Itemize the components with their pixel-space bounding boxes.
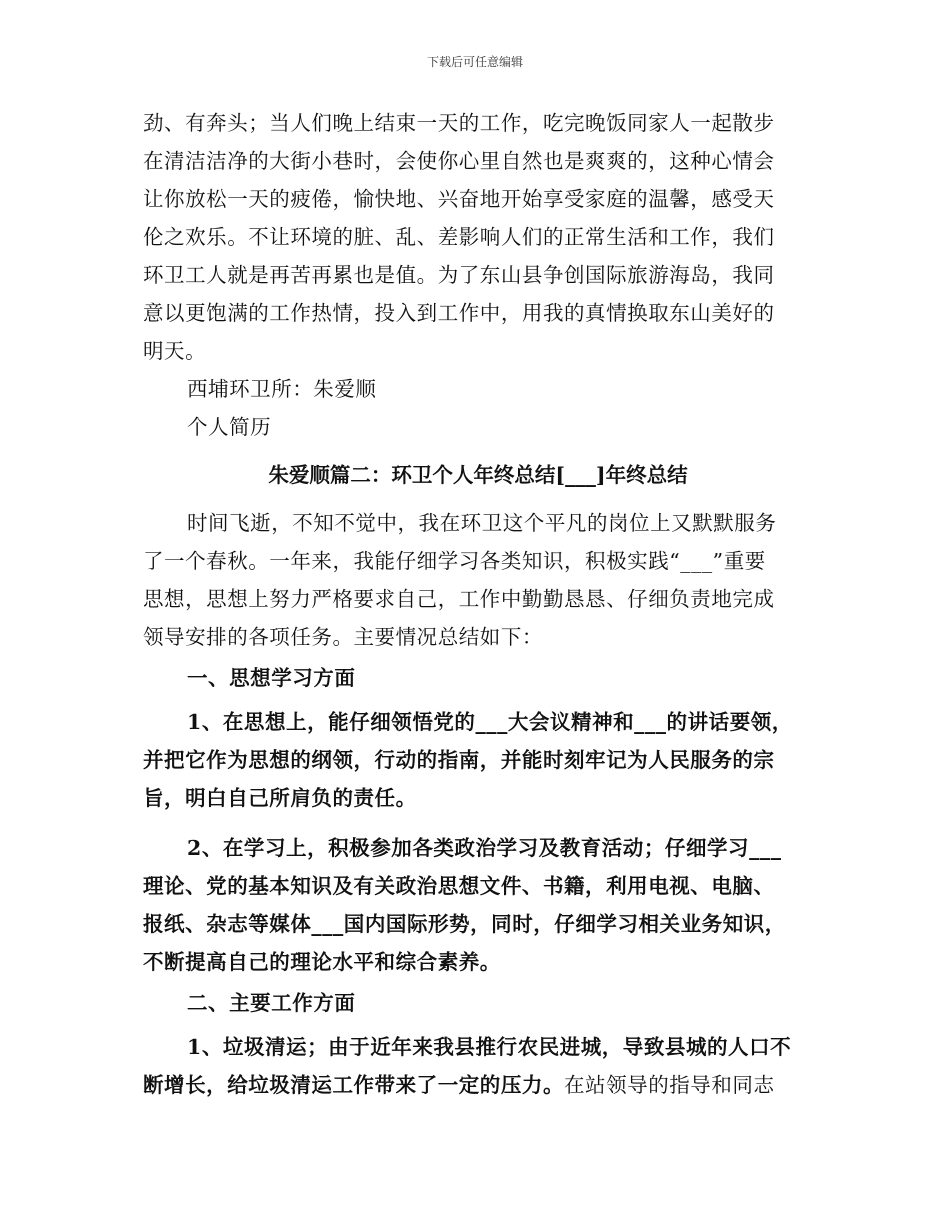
intro-line: 明天。 (143, 339, 207, 363)
intro-line: 在清洁洁净的大街小巷时，会使你心里自然也是爽爽的，这种心情会 (143, 149, 775, 173)
item3-line (143, 1066, 813, 1104)
heading-thought-study: 一、思想学习方面 (187, 666, 356, 690)
item2-line: 2、在学习上，积极参加各类政治学习及教育活动；仔细学习___ (187, 836, 782, 860)
para1-line: 时间飞逝，不知不觉中，我在环卫这个平凡的岗位上又默默服务 (187, 511, 777, 535)
intro-line: 意以更饱满的工作热情，投入到工作中，用我的真情换取东山美好的 (143, 301, 775, 325)
item1-line: 并把它作为思想的纲领，行动的指南，并能时刻牢记为人民服务的宗 (143, 748, 775, 772)
heading-main-work: 二、主要工作方面 (187, 991, 356, 1015)
para1-line: 思想，思想上努力严格要求自己，工作中勤勤恳恳、仔细负责地完成 (143, 587, 775, 611)
page-header-note: 下载后可任意编辑 (426, 55, 523, 69)
item1-line: 1、在思想上，能仔细领悟党的___大会议精神和___的讲话要领， (187, 710, 793, 734)
resume-label: 个人简历 (187, 415, 272, 439)
item3-line: 1、垃圾清运；由于近年来我县推行农民进城，导致县城的人口不 (187, 1035, 792, 1059)
item3-normal-text: 在站领导的指导和同志 (564, 1073, 775, 1097)
item2-line: 不断提高自己的理论水平和综合素养。 (143, 950, 501, 974)
item2-line: 报纸、杂志等媒体___国内国际形势，同时，仔细学习相关业务知识， (143, 912, 786, 936)
para1-line: 领导安排的各项任务。主要情况总结如下： (143, 625, 543, 649)
signature: 西埔环卫所：朱爱顺 (187, 377, 377, 401)
section-title: 朱爱顺篇二：环卫个人年终总结[___]年终总结 (268, 463, 688, 487)
intro-line: 劲、有奔头；当人们晚上结束一天的工作，吃完晚饭同家人一起散步 (143, 111, 775, 135)
item2-line: 理论、党的基本知识及有关政治思想文件、书籍，利用电视、电脑、 (143, 874, 775, 898)
intro-line: 环卫工人就是再苦再累也是值。为了东山县争创国际旅游海岛，我同 (143, 263, 775, 287)
intro-line: 让你放松一天的疲倦，愉快地、兴奋地开始享受家庭的温馨，感受天 (143, 187, 775, 211)
document-body (143, 104, 813, 1104)
item1-line: 旨，明白自己所肩负的责任。 (143, 786, 417, 810)
intro-line: 伦之欢乐。不让环境的脏、乱、差影响人们的正常生活和工作，我们 (143, 225, 775, 249)
item3-bold-text: 断增长，给垃圾清运工作带来了一定的压力。 (143, 1073, 564, 1097)
para1-line: 了一个春秋。一年来，我能仔细学习各类知识，积极实践“___”重要 (143, 549, 766, 573)
